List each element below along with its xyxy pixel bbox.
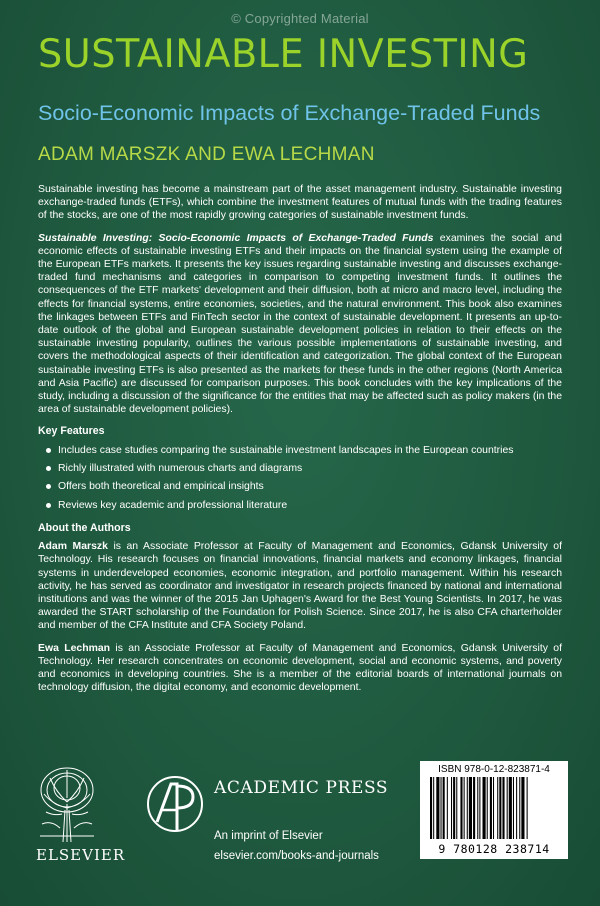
author-bio-lechman bbox=[38, 642, 562, 695]
barcode-bar bbox=[460, 777, 462, 839]
barcode-bar bbox=[430, 777, 432, 839]
barcode-bar bbox=[499, 777, 501, 839]
barcode-bar bbox=[467, 777, 468, 839]
academic-press-logo bbox=[147, 772, 203, 836]
isbn-label: ISBN 978-0-12-823871-4 bbox=[438, 764, 550, 775]
barcode-bar bbox=[451, 777, 452, 839]
barcode-bar bbox=[453, 777, 455, 839]
isbn-barcode bbox=[420, 761, 568, 859]
feature-item: Reviews key academic and professional literature bbox=[38, 499, 562, 512]
barcode-bar bbox=[507, 777, 508, 839]
barcode-bar bbox=[473, 777, 475, 839]
imprint-text: An imprint of Elsevier bbox=[214, 830, 323, 842]
book-authors: ADAM MARSZK AND EWA LECHMAN bbox=[38, 144, 375, 165]
barcode-bars bbox=[426, 777, 562, 841]
description-body: examines the social and economic effects of sustainable investing ETFs and their impacts on the financial system using the example of the European ETFs markets. It presents the key issues regarding sustainable investing and discusses exchange-traded fund mechanisms and categories in comparison to competing investment funds. It outlines the consequences of the ETF markets' development and their diffusion, both at micro and macro level, including the effects for financial systems, entire economies, societies, and the natural environment. This book also examines the linkages between ETFs and FinTech sector in the context of sustainable development. It presents an up-to-date outlook of the global and European sustainable development policies in relation to their effects on the sustainable investing popularity, outlines the various possible implementations of sustainable investing, and covers the methodological aspects of their identification and categorization. The global context of the European sustainable investing ETFs is also presented as the markets for these funds in the other regions (North America and Asia Pacific) are discussed for comparison purposes. This book concludes with the key implications of the study, including a discussion of the significance for the entities that may be affected such as policy makers (in the area of sustainable development policies). bbox=[38, 232, 562, 416]
key-features-heading: Key Features bbox=[38, 425, 105, 438]
publisher-url: elsevier.com/books-and-journals bbox=[214, 850, 379, 862]
book-title: SUSTAINABLE INVESTING bbox=[38, 32, 529, 77]
barcode-bar bbox=[519, 777, 520, 839]
barcode-bar bbox=[436, 777, 439, 839]
barcode-bar bbox=[527, 777, 528, 839]
barcode-number: 9 780128 238714 bbox=[438, 842, 550, 856]
barcode-bar bbox=[441, 777, 442, 839]
elsevier-tree-logo bbox=[36, 764, 98, 844]
feature-item: Richly illustrated with numerous charts and diagrams bbox=[38, 462, 562, 475]
author-bio-text: is an Associate Professor at Faculty of Management and Economics, Gdansk University of Technology. His research focuses on financial innovations, financial markets and economy linkages, financial systems in underdeveloped economies, economic integration, and portfolio management. Within his research activity, he has served as coordinator and investigator in research projects financed by national and international institutions and was the winner of the 2015 Jan Uphagen's Award for the Best Young Scientists. In 2017, he was awarded the START scholarship of the Foundation for Polish Science. Since 2017, he is also CFA charterholder and member of the CFA Institute and CFA Society Poland. bbox=[38, 541, 563, 632]
intro-paragraph: Sustainable investing has become a mainstream part of the asset management industry. Sustainable investing exchange-traded funds (ETFs), which combine the investment features of mutual funds with the trading features of the stocks, are one of the most rapidly growing categories of sustainable investment funds. bbox=[38, 184, 562, 222]
barcode-bar bbox=[477, 777, 478, 839]
academic-press-name: ACADEMIC PRESS bbox=[214, 778, 389, 798]
author-name: Adam Marszk bbox=[38, 541, 108, 553]
description-book-title: Sustainable Investing: Socio-Economic Impacts of Exchange-Traded Funds bbox=[38, 232, 434, 244]
barcode-bar bbox=[493, 777, 494, 839]
barcode-bar bbox=[502, 777, 504, 839]
about-authors-heading: About the Authors bbox=[38, 522, 131, 535]
barcode-bar bbox=[487, 777, 488, 839]
key-features-list bbox=[38, 444, 562, 512]
barcode-bar bbox=[490, 777, 492, 839]
author-bio-text: is an Associate Professor at Faculty of Management and Economics, Gdansk University of Technology. Her research concentrates on economic development, social and economic systems, and poverty and economics in developing countries. She is a member of the editorial boards of international journals on technology diffusion, the digital economy, and economic development. bbox=[38, 642, 562, 694]
barcode-bar bbox=[521, 777, 524, 839]
barcode-bar bbox=[447, 777, 448, 839]
barcode-bar bbox=[469, 777, 472, 839]
book-subtitle: Socio-Economic Impacts of Exchange-Traded Funds bbox=[38, 101, 541, 125]
barcode-bar bbox=[509, 777, 512, 839]
barcode-bar bbox=[456, 777, 457, 839]
barcode-bar bbox=[497, 777, 498, 839]
author-bio-marszk bbox=[38, 540, 562, 632]
back-cover-text bbox=[38, 183, 562, 703]
barcode-bar bbox=[516, 777, 517, 839]
feature-item: Includes case studies comparing the sustainable investment landscapes in the European countries bbox=[38, 444, 562, 457]
author-name: Ewa Lechman bbox=[38, 642, 111, 654]
barcode-bar bbox=[479, 777, 480, 839]
feature-item: Offers both theoretical and empirical insights bbox=[38, 480, 562, 493]
barcode-bar bbox=[433, 777, 434, 839]
barcode-bar bbox=[464, 777, 465, 839]
barcode-bar bbox=[513, 777, 514, 839]
elsevier-wordmark: ELSEVIER bbox=[36, 846, 126, 864]
description-paragraph bbox=[38, 232, 562, 417]
barcode-bar bbox=[483, 777, 486, 839]
copyright-watermark: © Copyrighted Material bbox=[231, 11, 369, 26]
barcode-bar bbox=[443, 777, 445, 839]
